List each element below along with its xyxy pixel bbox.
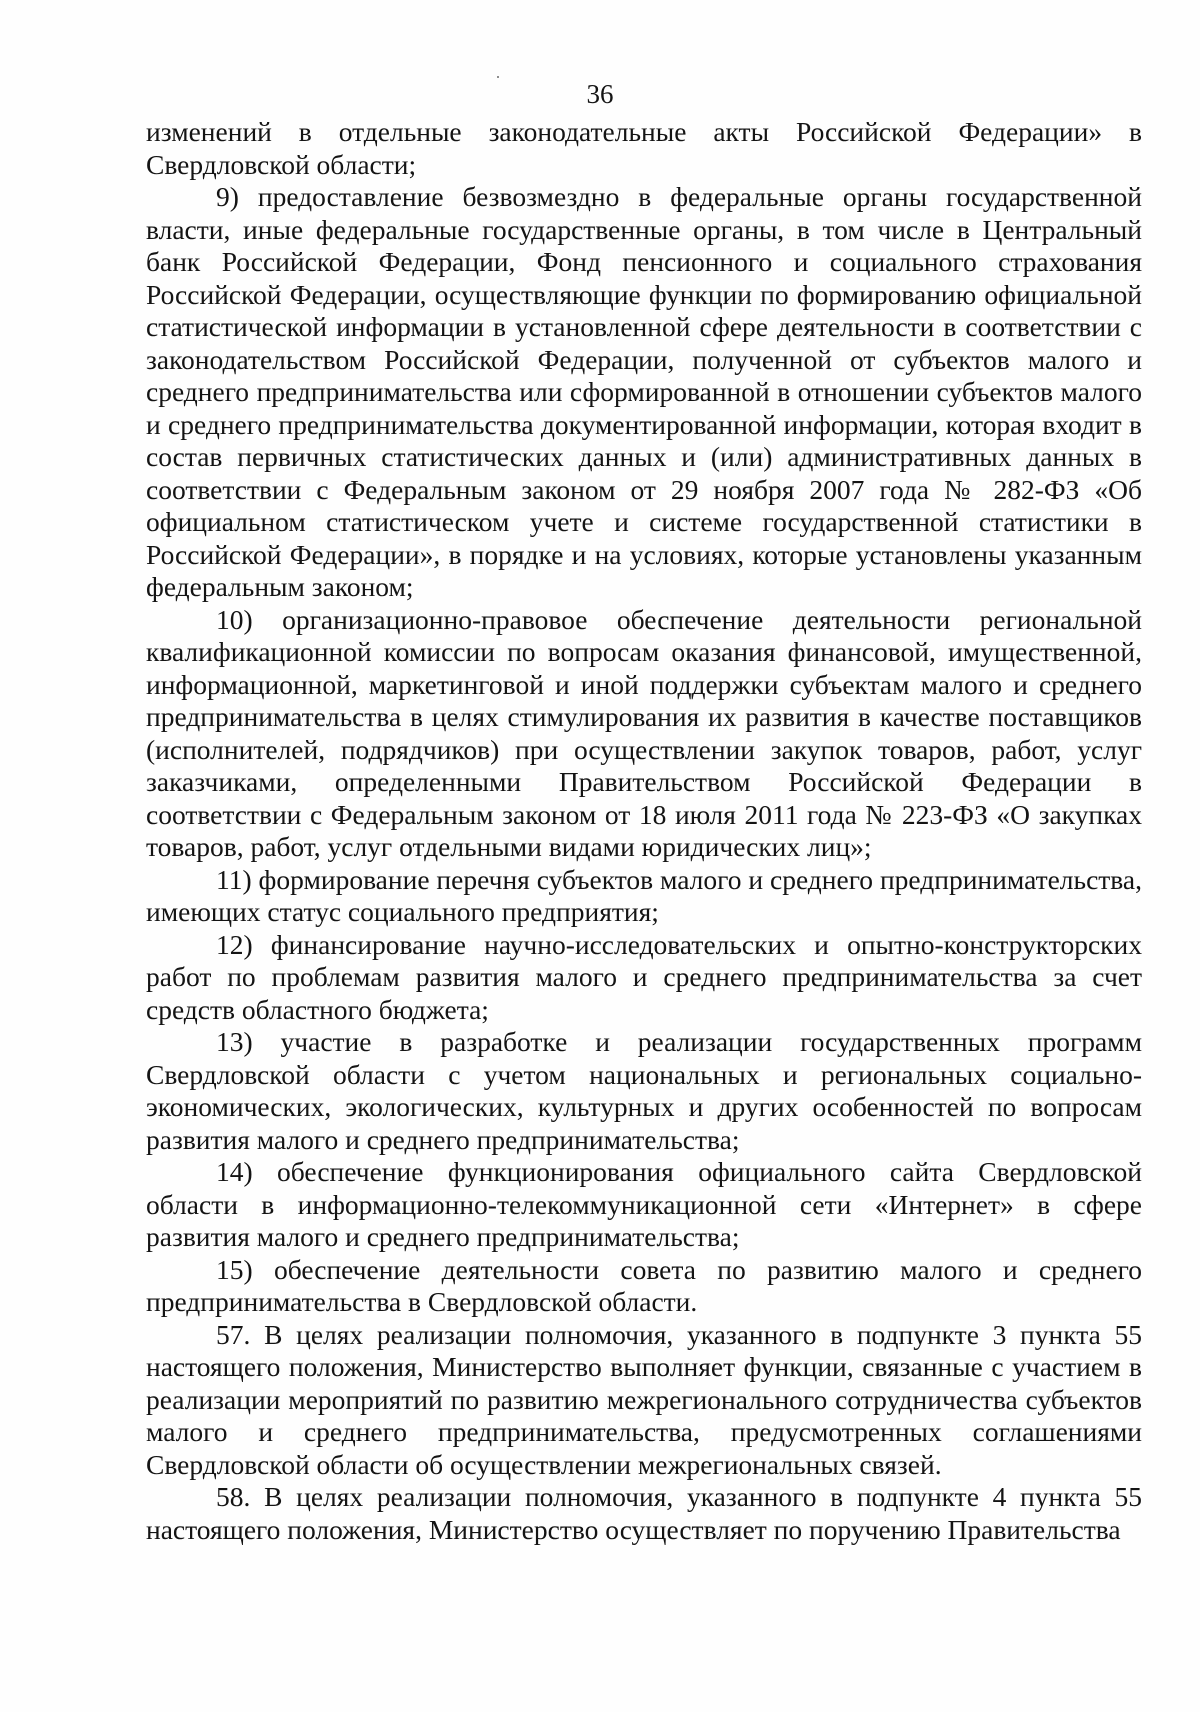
body-text	[146, 116, 1142, 1546]
paragraph-continuation: изменений в отдельные законодательные акты Российской Федерации» в Свердловской области;	[146, 116, 1142, 180]
paragraph-clause-58: 58. В целях реализации полномочия, указанного в подпункте 4 пункта 55 настоящего положения, Министерство осуществляет по поручению Правительства	[146, 1481, 1142, 1545]
paragraph-clause-57: 57. В целях реализации полномочия, указанного в подпункте 3 пункта 55 настоящего положения, Министерство выполняет функции, связанные с участием в реализации мероприятий по развитию межрегионального сотрудничества субъектов малого и среднего предпринимательства, предусмотренных соглашениями Свердловской области об осуществлении межрегиональных связей.	[146, 1318, 1142, 1480]
paragraph-item-10: 10) организационно-правовое обеспечение деятельности региональной квалификационной комиссии по вопросам оказания финансовой, имущественной, информационной, маркетинговой и иной поддержки субъектам малого и среднего предпринимательства в целях стимулирования их развития в качестве поставщиков (исполнителей, подрядчиков) при осуществлении закупок товаров, работ, услуг заказчиками, определенными Правительством Российской Федерации в соответствии с Федеральным законом от 18 июля 2011 года № 223-ФЗ «О закупках товаров, работ, услуг отдельными видами юридических лиц»;	[146, 603, 1142, 862]
paragraph-item-12: 12) финансирование научно-исследовательских и опытно-конструкторских работ по проблемам развития малого и среднего предпринимательства за счет средств областного бюджета;	[146, 928, 1142, 1025]
page-number: 36	[586, 79, 614, 109]
paragraph-item-14: 14) обеспечение функционирования официального сайта Свердловской области в информационно-телекоммуникационной сети «Интернет» в сфере развития малого и среднего предпринимательства;	[146, 1156, 1142, 1252]
paragraph-item-11: 11) формирование перечня субъектов малого и среднего предпринимательства, имеющих статус социального предприятия;	[146, 863, 1142, 927]
paragraph-item-9: 9) предоставление безвозмездно в федеральные органы государственной власти, иные федеральные государственные органы, в том числе в Центральный банк Российской Федерации, Фонд пенсионного и социального страхования Российской Федерации, осуществляющие функции по формированию официальной статистической информации в установленной сфере деятельности в соответствии с законодательством Российской Федерации, полученной от субъектов малого и среднего предпринимательства или сформированной в отношении субъектов малого и среднего предпринимательства документированной информации, которая входит в состав первичных статистических данных и (или) административных данных в соответствии с Федеральным законом от 29 ноября 2007 года № 282-ФЗ «Об официальном статистическом учете и системе государственной статистики в Российской Федерации», в порядке и на условиях, которые установлены указанным федеральным законом;	[146, 181, 1142, 602]
paragraph-item-15: 15) обеспечение деятельности совета по развитию малого и среднего предпринимательства в Свердловской области.	[146, 1253, 1142, 1317]
paragraph-item-13: 13) участие в разработке и реализации государственных программ Свердловской области с учетом национальных и региональных социально-экономических, экологических, культурных и других особенностей по вопросам развития малого и среднего предпринимательства;	[146, 1026, 1142, 1155]
